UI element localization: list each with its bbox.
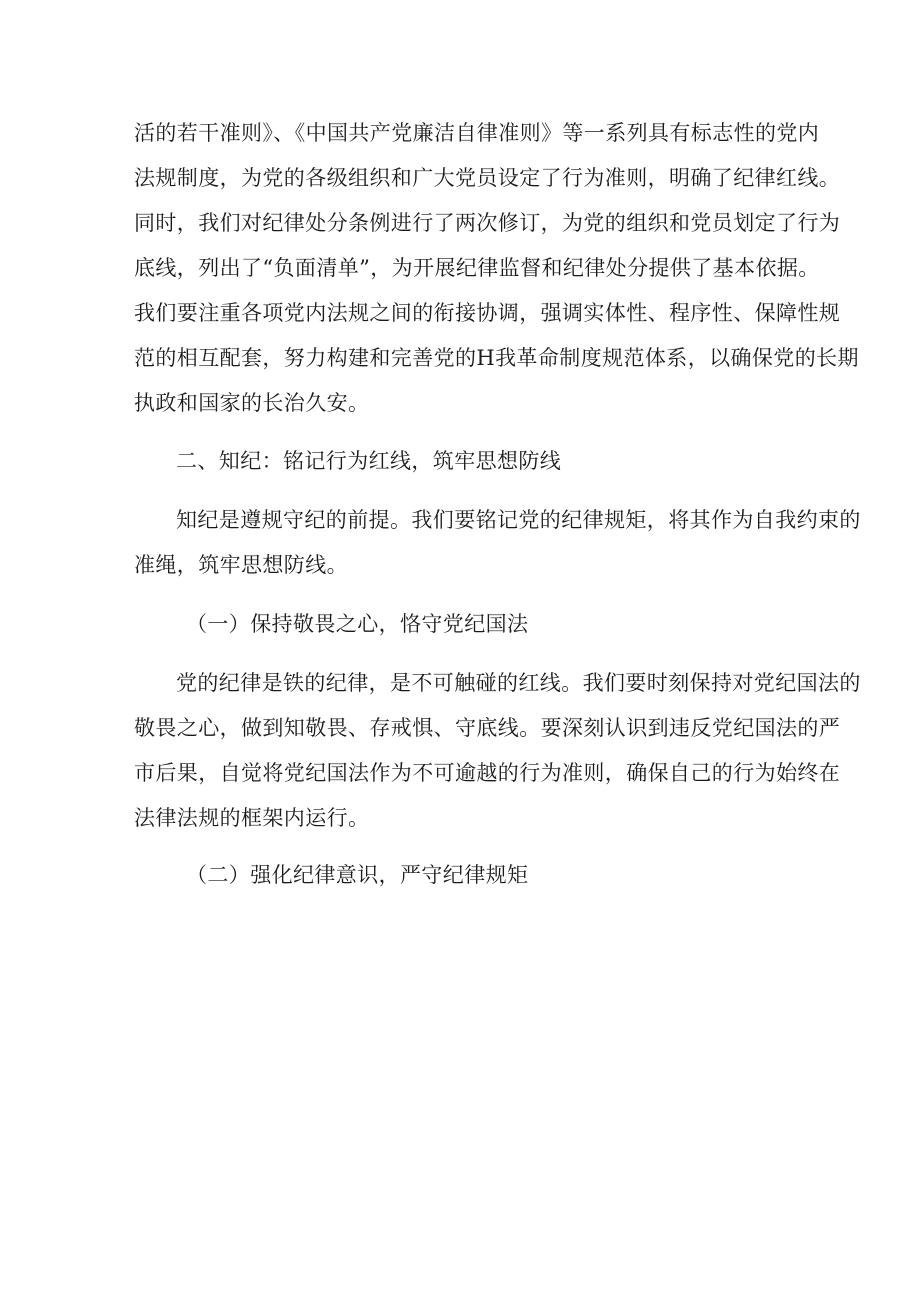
paragraph-line: 我们要注重各项党内法规之间的衔接协调，强调实体性、程序性、保障性规 — [134, 301, 841, 325]
section-heading: 二、知纪：铭记行为红线，筑牢思想防线 — [176, 449, 562, 473]
paragraph-line: 范的相互配套，努力构建和完善党的H我革命制度规范体系，以确保党的长期 — [134, 346, 859, 370]
paragraph-line: 法规制度，为党的各级组织和广大党员设定了行为准则，明确了纪律红线。 — [134, 166, 841, 190]
subsection-heading: （二）强化纪律意识，严守纪律规矩 — [186, 863, 529, 887]
subsection-heading: （一）保持敬畏之心，恪守党纪国法 — [186, 612, 529, 636]
paragraph-line: 知纪是遵规守纪的前提。我们要铭记党的纪律规矩，将其作为自我约束的 — [176, 508, 861, 532]
paragraph-line: 法律法规的框架内运行。 — [134, 806, 370, 830]
paragraph-line: 准绳，筑牢思想防线。 — [134, 553, 348, 577]
paragraph-line: 底线，列出了“负面清单”，为开展纪律监督和纪律处分提供了基本依据。 — [134, 256, 820, 280]
paragraph-line: 党的纪律是铁的纪律，是不可触碰的红线。我们要时刻保持对党纪国法的 — [176, 671, 861, 695]
paragraph-line: 执政和国家的长治久安。 — [134, 391, 370, 415]
paragraph-line: 敬畏之心，做到知敬畏、存戒惧、守底线。要深刻认识到违反党纪国法的严 — [134, 716, 841, 740]
paragraph-line: 市后果，自觉将党纪国法作为不可逾越的行为准则，确保自己的行为始终在 — [134, 761, 841, 785]
paragraph-line: 活的若干准则》、《中国共产党廉洁自律准则》等一系列具有标志性的党内 — [134, 121, 820, 145]
paragraph-line: 同时，我们对纪律处分条例进行了两次修订，为党的组织和党员划定了行为 — [134, 211, 841, 235]
